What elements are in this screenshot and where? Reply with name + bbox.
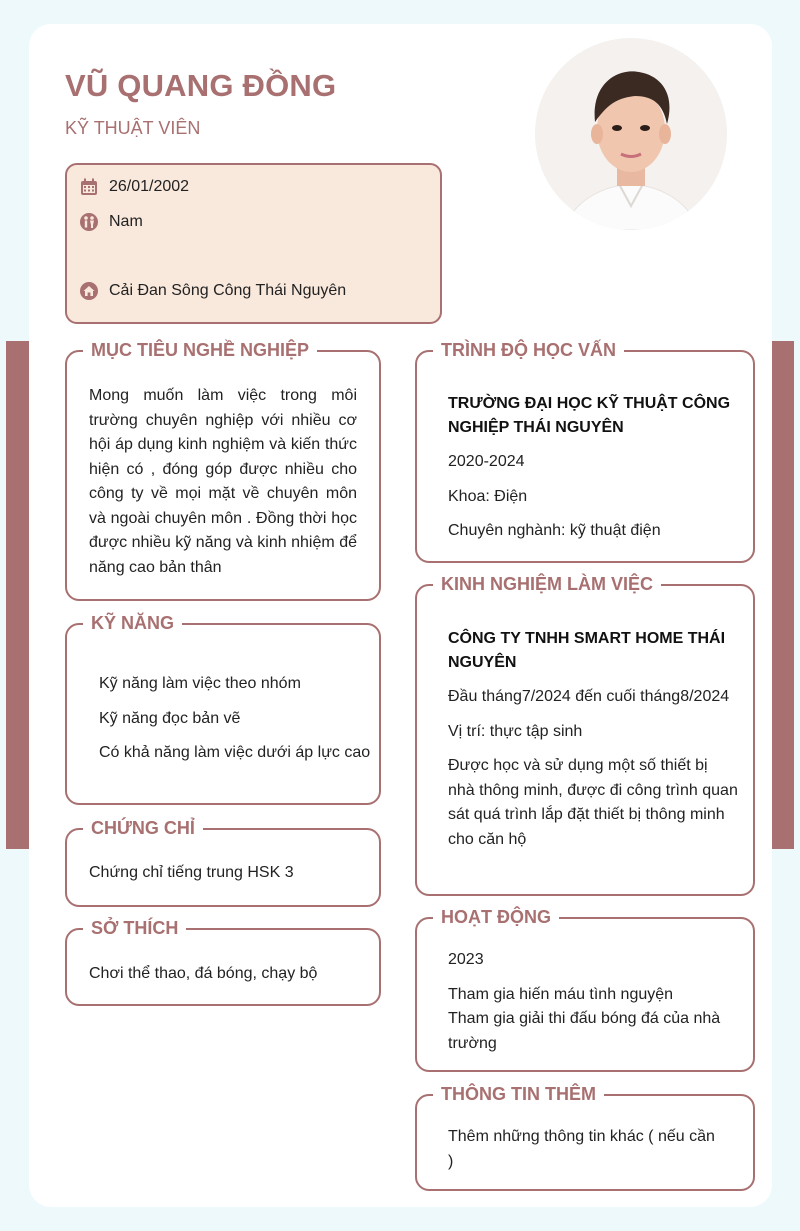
- birthdate-value: 26/01/2002: [109, 178, 190, 195]
- skills-section: [65, 613, 381, 805]
- gender-value: Nam: [109, 213, 143, 230]
- education-major: Chuyên nghành: kỹ thuật điện: [448, 522, 661, 539]
- experience-period: Đầu tháng7/2024 đến cuối tháng8/2024: [448, 688, 730, 705]
- hobbies-section: [65, 918, 381, 1006]
- education-faculty: Khoa: Điện: [448, 487, 528, 505]
- skill-item: Kỹ năng làm việc theo nhóm: [99, 675, 301, 692]
- certificates-title: CHỨNG CHỈ: [83, 816, 203, 840]
- objective-text: Mong muốn làm việc trong môi trường chuyên nghiệp với nhiều cơ hội áp dụng kinh nghiệm và kiến thức hiện có , đóng góp được nhiều cho công ty về mọi mặt về chuyên môn và ngoài chuyên môn . Đồng thời học được nhiều kỹ năng và kinh nhiệm để năng cao bản thân: [89, 387, 357, 576]
- skills-list: [99, 672, 379, 766]
- activities-section: [415, 907, 755, 1072]
- extra-info-text: Thêm những thông tin khác ( nếu cần ): [448, 1128, 715, 1170]
- address-value: Cải Đan Sông Công Thái Nguyên: [109, 282, 347, 299]
- calendar-icon: [79, 177, 99, 197]
- gender-row: [79, 212, 143, 232]
- home-icon: [79, 281, 99, 301]
- extra-info-section: [415, 1084, 755, 1191]
- education-body: [448, 392, 738, 544]
- personal-info-box: [65, 163, 442, 324]
- hobbies-title: SỞ THÍCH: [83, 916, 186, 940]
- certificate-text: Chứng chỉ tiếng trung HSK 3: [89, 864, 294, 881]
- school-name: TRƯỜNG ĐẠI HỌC KỸ THUẬT CÔNG NGHIỆP THÁI NGUYÊN: [448, 395, 731, 436]
- company-name: CÔNG TY TNHH SMART HOME THÁI NGUYÊN: [448, 630, 726, 671]
- objective-title: MỤC TIÊU NGHỀ NGHIỆP: [83, 338, 317, 362]
- extra-info-title: THÔNG TIN THÊM: [433, 1082, 604, 1106]
- education-section: [415, 340, 755, 563]
- experience-description: Được học và sử dụng một số thiết bị nhà thông minh, được đi công trình quan sát quá trình lắp đặt thiết bị thông minh cho căn hộ: [448, 757, 738, 848]
- address-row: [79, 281, 346, 301]
- candidate-role: KỸ THUẬT VIÊN: [65, 118, 201, 138]
- activities-body: [448, 948, 738, 1056]
- activities-title: HOẠT ĐỘNG: [433, 905, 559, 929]
- certificates-section: [65, 818, 381, 907]
- skills-title: KỸ NĂNG: [83, 611, 182, 635]
- left-accent-band: [6, 341, 29, 849]
- experience-body: [448, 627, 738, 852]
- activity-item: Tham gia giải thi đấu bóng đá của nhà trường: [448, 1010, 721, 1052]
- experience-position: Vị trí: thực tập sinh: [448, 722, 583, 740]
- experience-section: [415, 574, 755, 896]
- skill-item: Kỹ năng đọc bản vẽ: [99, 709, 241, 727]
- skill-item: Có khả năng làm việc dưới áp lực cao: [99, 744, 371, 761]
- experience-title: KINH NGHIỆM LÀM VIỆC: [433, 572, 661, 596]
- birthdate-row: [79, 177, 189, 197]
- activity-item: Tham gia hiến máu tình nguyện: [448, 985, 674, 1003]
- education-title: TRÌNH ĐỘ HỌC VẤN: [433, 338, 624, 362]
- gender-icon: [79, 212, 99, 232]
- hobbies-text: Chơi thể thao, đá bóng, chạy bộ: [89, 965, 318, 982]
- activity-year: 2023: [448, 951, 484, 968]
- candidate-name: VŨ QUANG ĐỒNG: [65, 68, 337, 103]
- education-years: 2020-2024: [448, 453, 525, 470]
- right-accent-band: [772, 341, 794, 849]
- objective-section: [65, 340, 381, 601]
- profile-photo: [535, 38, 727, 230]
